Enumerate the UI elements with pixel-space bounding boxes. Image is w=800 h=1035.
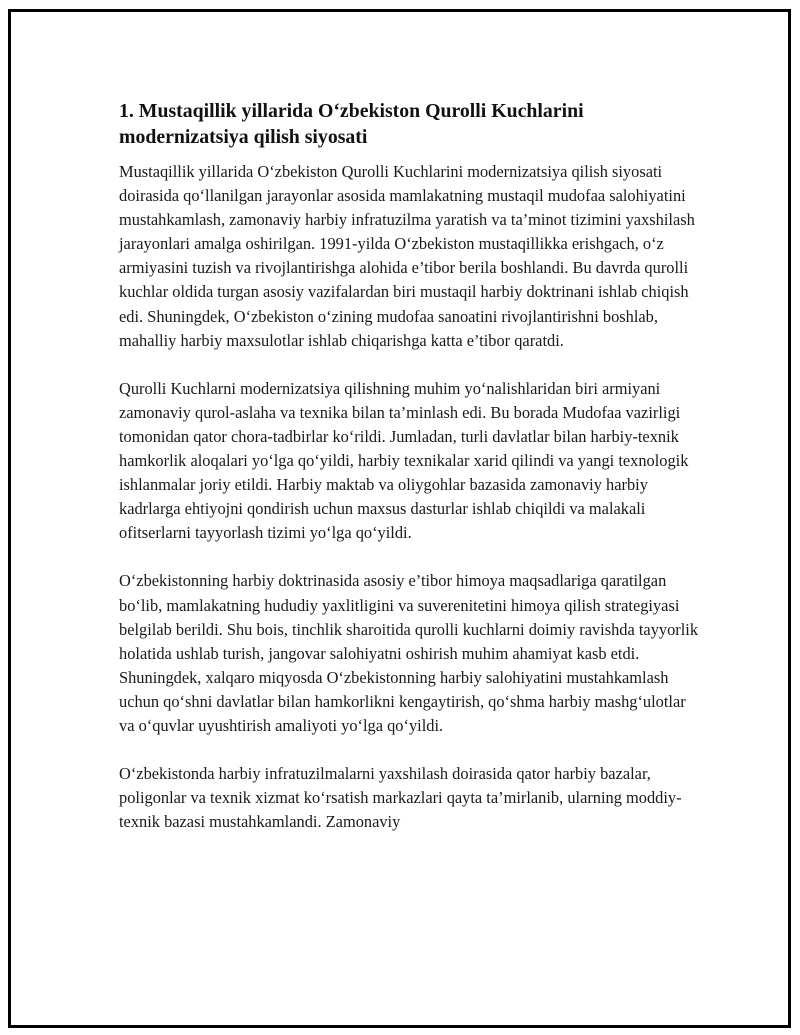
paragraph-4: O‘zbekistonda harbiy infratuzilmalarni yaxshilash doirasida qator harbiy bazalar, poligonlar va texnik xizmat ko‘rsatish markazlari qayta ta’mirlanib, ularning moddiy-texnik bazasi mustahkamlandi. Zamonaviy [119, 764, 682, 832]
document-body [119, 98, 701, 858]
page-frame [8, 9, 791, 1028]
paragraph-3: O‘zbekistonning harbiy doktrinasida asosiy e’tibor himoya maqsadlariga qaratilgan bo‘lib, mamlakatning hududiy yaxlitligini va suverenitetini himoya qilish strategiyasi belgilab berildi. Shu bois, tinchlik sharoitida qurolli kuchlarni doimiy ravishda tayyorlik holatida ushlab turish, jangovar salohiyatni oshirish muhim ahamiyat kasb etdi. Shuningdek, xalqaro miqyosda O‘zbekistonning harbiy salohiyatini mustahkamlash uchun qo‘shni davlatlar bilan hamkorlikni kengaytirish, qo‘shma harbiy mashg‘ulotlar va o‘quvlar uyushtirish amaliyoti yo‘lga qo‘yildi. [119, 571, 699, 735]
paragraph-1: Mustaqillik yillarida O‘zbekiston Qurolli Kuchlarini modernizatsiya qilish siyosati doirasida qo‘llanilgan jarayonlar asosida mamlakatning mustaqil mudofaa salohiyatini mustahkamlash, zamonaviy harbiy infratuzilma yaratish va ta’minot tizimini yaxshilash jarayonlari amalga oshirilgan. 1991-yilda O‘zbekiston mustaqillikka erishgach, o‘z armiyasini tuzish va rivojlantirishga alohida e’tibor berila boshlandi. Bu davrda qurolli kuchlar oldida turgan asosiy vazifalardan biri mustaqil harbiy doktrinani ishlab chiqish edi. Shuningdek, O‘zbekiston o‘zining mudofaa sanoatini rivojlantirishni boshlab, mahalliy harbiy maxsulotlar ishlab chiqarishga katta e’tibor qaratdi. [119, 162, 695, 350]
section-heading: 1. Mustaqillik yillarida O‘zbekiston Qurolli Kuchlarini modernizatsiya qilish siyosati [119, 100, 584, 148]
paragraph-2: Qurolli Kuchlarni modernizatsiya qilishning muhim yo‘nalishlaridan biri armiyani zamonaviy qurol-aslaha va texnika bilan ta’minlash edi. Bu borada Mudofaa vazirligi tomonidan qator chora-tadbirlar ko‘rildi. Jumladan, turli davlatlar bilan harbiy-texnik hamkorlik aloqalari yo‘lga qo‘yildi, harbiy texnikalar xarid qilindi va yangi texnologik ishlanmalar joriy etildi. Harbiy maktab va oliygohlar bazasida zamonaviy harbiy kadrlarga ehtiyojni qondirish uchun maxsus dasturlar ishlab chiqildi va malakali ofitserlarni tayyorlash tizimi yo‘lga qo‘yildi. [119, 378, 689, 543]
